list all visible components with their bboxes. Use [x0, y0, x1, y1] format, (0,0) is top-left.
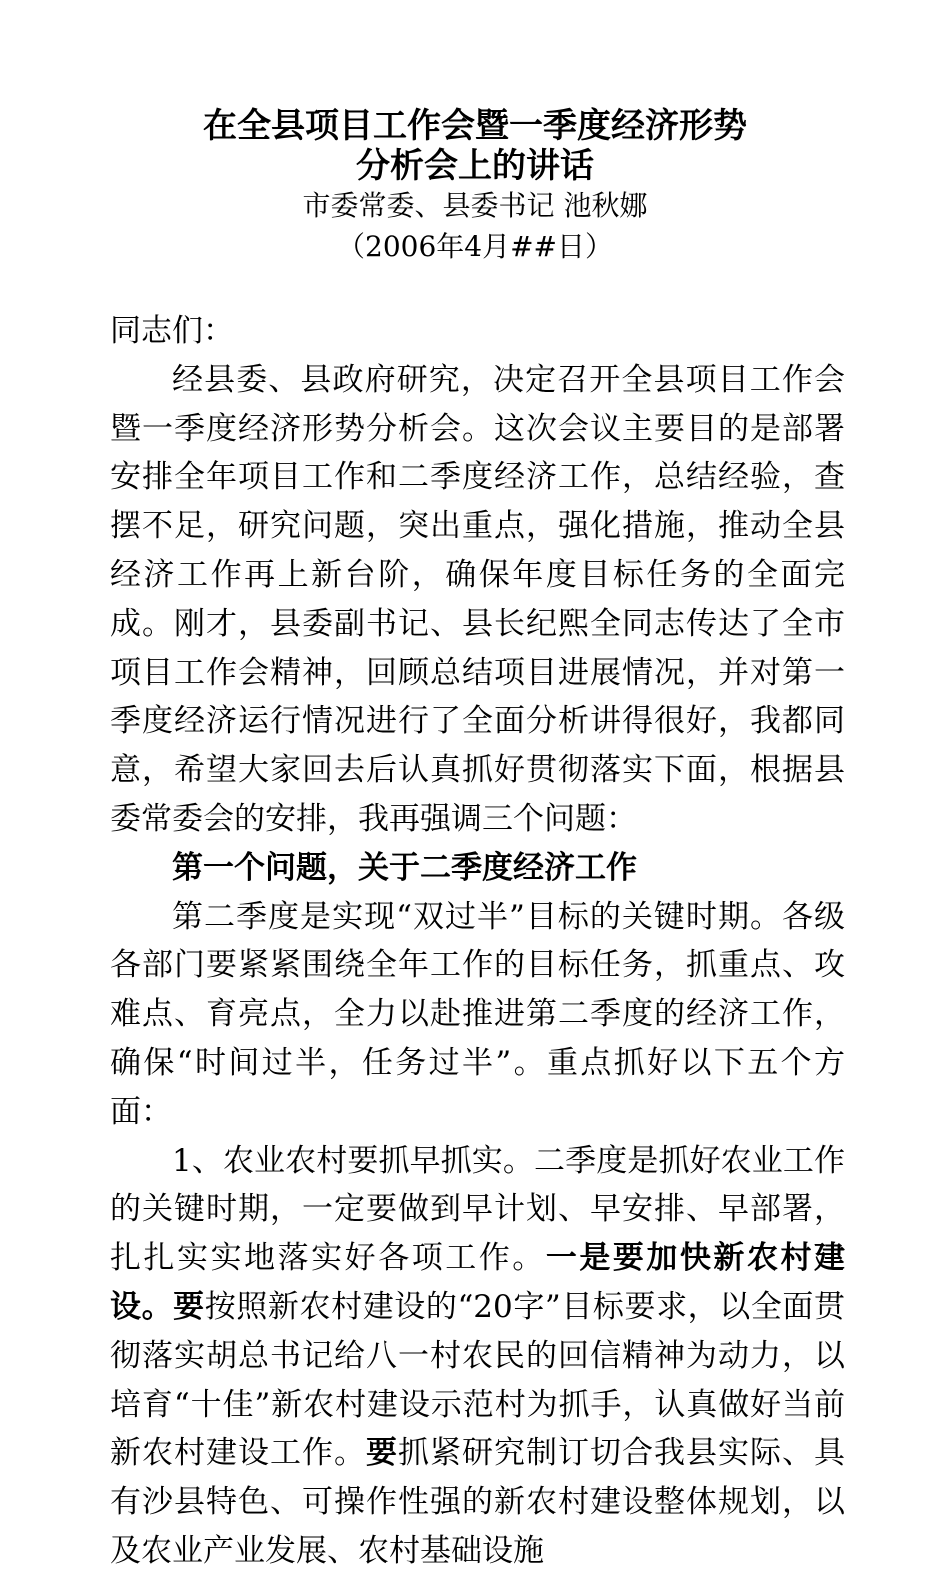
- item-text: 按照新农村建设的“20字”目标要求，以全面贯彻落实胡总书记给八一村农民的回信精神为动力，以培育“十佳”新农村建设示范村为抓手，认真做好当前新农村建设工作。: [110, 1288, 846, 1472]
- speaker-line: 市委常委、县委书记 池秋娜: [302, 189, 648, 222]
- item-text: 二季度是抓好农业工作的关键时期，一定要做到早计划、早安排、早部署，扎扎实实地落实好各项工作。: [110, 1142, 846, 1277]
- date-line: （2006年4月##日）: [337, 230, 613, 263]
- paragraph-agriculture: [110, 1137, 845, 1576]
- document-title-line-1: 在全县项目工作会暨一季度经济形势: [203, 106, 747, 146]
- item-lead: 1、农业农村要抓早抓实。: [172, 1142, 535, 1179]
- item-text: 抓紧研究制订切合我县实际、具有沙县特色、可操作性强的新农村建设整体规划，以及农业产业发展、农村基础设施: [110, 1435, 845, 1569]
- paragraph-second-quarter: 第二季度是实现“双过半”目标的关键时期。各级各部门要紧紧围绕全年工作的目标任务，抓重点、攻难点、育亮点，全力以赴推进第二季度的经济工作，确保“时间过半，任务过半”。重点抓好以下五个方面：: [110, 898, 845, 1130]
- document-title-line-2: 分析会上的讲话: [356, 146, 594, 186]
- section-heading-1: 第一个问题，关于二季度经济工作: [172, 849, 637, 886]
- salutation: 同志们：: [110, 313, 234, 349]
- emphasis-text: 要: [366, 1435, 398, 1472]
- document-body: [110, 307, 845, 1576]
- emphasis-text: 一是要加快新农村建设。要: [110, 1240, 846, 1325]
- paragraph-intro: 经县委、县政府研究，决定召开全县项目工作会暨一季度经济形势分析会。这次会议主要目的是部署安排全年项目工作和二季度经济工作，总结经验，查摆不足，研究问题，突出重点，强化措施，推动全县经济工作再上新台阶，确保年度目标任务的全面完成。刚才，县委副书记、县长纪熙全同志传达了全市项目工作会精神，回顾总结项目进展情况，并对第一季度经济运行情况进行了全面分析讲得很好，我都同意，希望大家回去后认真抓好贯彻落实下面，根据县委常委会的安排，我再强调三个问题：: [110, 361, 845, 837]
